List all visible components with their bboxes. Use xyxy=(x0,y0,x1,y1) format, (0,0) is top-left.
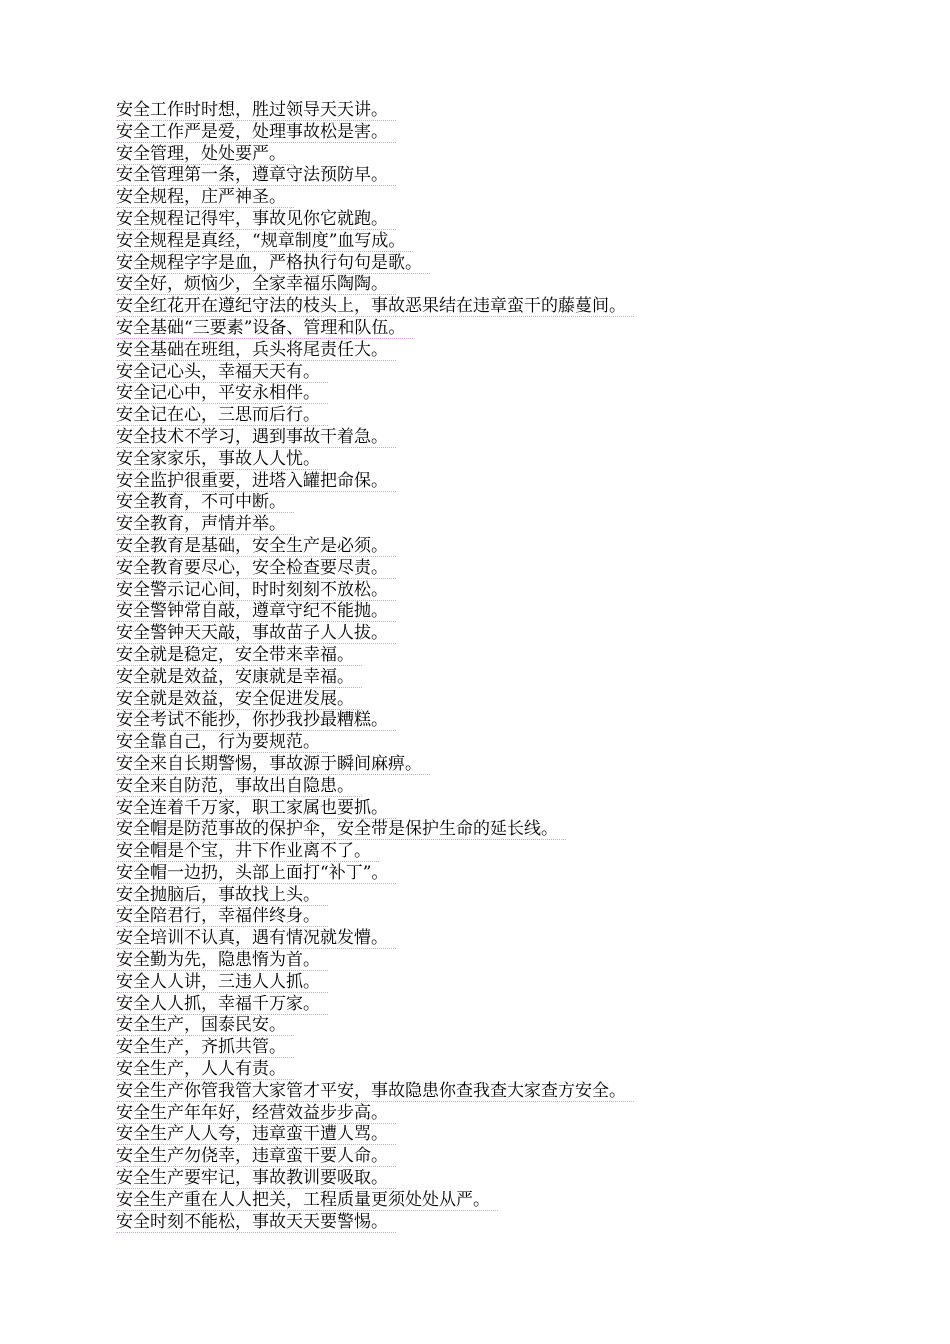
slogan-line xyxy=(116,253,634,275)
slogan-text: 安全管理第一条，遵章守法预防早。 xyxy=(116,166,396,186)
slogan-text: 安全基础“三要素”设备、管理和队伍。 xyxy=(116,319,413,339)
slogan-line xyxy=(116,318,634,340)
slogan-line xyxy=(116,667,634,689)
slogan-line xyxy=(116,165,634,187)
slogan-text: 安全好，烦恼少，全家幸福乐陶陶。 xyxy=(116,275,396,295)
slogan-line xyxy=(116,1081,634,1103)
slogan-line xyxy=(116,187,634,209)
slogan-text: 安全人人讲，三违人人抓。 xyxy=(116,973,328,993)
slogan-text: 安全技术不学习，遇到事故干着急。 xyxy=(116,428,396,448)
slogan-text: 安全管理，处处要严。 xyxy=(116,145,294,165)
slogan-text: 安全教育，不可中断。 xyxy=(116,493,294,513)
slogan-line xyxy=(116,122,634,144)
slogan-line xyxy=(116,492,634,514)
slogan-line xyxy=(116,1037,634,1059)
slogan-line xyxy=(116,231,634,253)
slogan-text: 安全教育要尽心，安全检查要尽责。 xyxy=(116,559,396,579)
slogan-text: 安全记心中，平安永相伴。 xyxy=(116,384,328,404)
slogan-text: 安全连着千万家，职工家属也要抓。 xyxy=(116,799,396,819)
slogan-text: 安全勤为先，隐患惰为首。 xyxy=(116,951,328,971)
slogan-line xyxy=(116,383,634,405)
slogan-line xyxy=(116,471,634,493)
slogan-text: 安全规程记得牢，事故见你它就跑。 xyxy=(116,210,396,230)
slogan-text: 安全工作严是爱，处理事故松是害。 xyxy=(116,123,396,143)
slogan-text: 安全就是稳定，安全带来幸福。 xyxy=(116,646,362,666)
slogan-line xyxy=(116,427,634,449)
slogan-line xyxy=(116,732,634,754)
slogan-text: 安全警钟天天敲，事故苗子人人拔。 xyxy=(116,624,396,644)
slogan-text: 安全记心头，幸福天天有。 xyxy=(116,363,328,383)
slogan-line xyxy=(116,100,634,122)
slogan-line xyxy=(116,558,634,580)
slogan-text: 安全教育是基础，安全生产是必须。 xyxy=(116,537,396,557)
slogan-text: 安全生产，人人有责。 xyxy=(116,1060,294,1080)
slogan-line xyxy=(116,972,634,994)
slogan-line xyxy=(116,449,634,471)
slogan-line xyxy=(116,362,634,384)
slogan-text: 安全帽一边扔，头部上面打“补丁”。 xyxy=(116,864,396,884)
slogan-line xyxy=(116,950,634,972)
slogan-line xyxy=(116,885,634,907)
slogan-text: 安全监护很重要，进塔入罐把命保。 xyxy=(116,472,396,492)
slogan-line xyxy=(116,1103,634,1125)
slogan-text: 安全培训不认真，遇有情况就发懵。 xyxy=(116,929,396,949)
slogan-text: 安全警钟常自敲，遵章守纪不能抛。 xyxy=(116,602,396,622)
slogan-list xyxy=(116,100,634,1233)
slogan-line xyxy=(116,1059,634,1081)
slogan-text: 安全考试不能抄，你抄我抄最糟糕。 xyxy=(116,711,396,731)
slogan-line xyxy=(116,144,634,166)
slogan-text: 安全规程字字是血，严格执行句句是歌。 xyxy=(116,254,430,274)
slogan-text: 安全生产人人夸，违章蛮干遭人骂。 xyxy=(116,1125,396,1145)
slogan-text: 安全时刻不能松，事故天天要警惕。 xyxy=(116,1213,396,1233)
slogan-text: 安全生产你管我管大家管才平安，事故隐患你查我查大家查方安全。 xyxy=(116,1082,634,1102)
slogan-text: 安全人人抓，幸福千万家。 xyxy=(116,995,328,1015)
slogan-line xyxy=(116,536,634,558)
slogan-text: 安全生产勿侥幸，违章蛮干要人命。 xyxy=(116,1147,396,1167)
slogan-line xyxy=(116,1146,634,1168)
slogan-line xyxy=(116,863,634,885)
slogan-line xyxy=(116,689,634,711)
slogan-text: 安全陪君行，幸福伴终身。 xyxy=(116,907,328,927)
slogan-line xyxy=(116,798,634,820)
slogan-text: 安全基础在班组，兵头将尾责任大。 xyxy=(116,341,396,361)
slogan-line xyxy=(116,340,634,362)
slogan-line xyxy=(116,645,634,667)
slogan-text: 安全生产，齐抓共管。 xyxy=(116,1038,294,1058)
slogan-text: 安全教育，声情并举。 xyxy=(116,515,294,535)
slogan-line xyxy=(116,906,634,928)
slogan-text: 安全生产重在人人把关，工程质量更须处处从严。 xyxy=(116,1191,498,1211)
slogan-line xyxy=(116,1015,634,1037)
slogan-text: 安全红花开在遵纪守法的枝头上，事故恶果结在违章蛮干的藤蔓间。 xyxy=(116,297,634,317)
slogan-text: 安全来自防范，事故出自隐患。 xyxy=(116,777,362,797)
slogan-text: 安全警示记心间，时时刻刻不放松。 xyxy=(116,581,396,601)
slogan-line xyxy=(116,580,634,602)
slogan-line xyxy=(116,623,634,645)
slogan-text: 安全生产，国泰民安。 xyxy=(116,1016,294,1036)
slogan-text: 安全工作时时想，胜过领导天天讲。 xyxy=(116,101,396,121)
slogan-text: 安全靠自己，行为要规范。 xyxy=(116,733,328,753)
slogan-line xyxy=(116,776,634,798)
slogan-text: 安全规程，庄严神圣。 xyxy=(116,188,294,208)
slogan-text: 安全帽是个宝，井下作业离不了。 xyxy=(116,842,379,862)
slogan-line xyxy=(116,514,634,536)
slogan-text: 安全规程是真经，“规章制度”血写成。 xyxy=(116,232,413,252)
slogan-line xyxy=(116,405,634,427)
slogan-line xyxy=(116,754,634,776)
slogan-text: 安全帽是防范事故的保护伞，安全带是保护生命的延长线。 xyxy=(116,820,566,840)
slogan-text: 安全就是效益，安康就是幸福。 xyxy=(116,668,362,688)
slogan-line xyxy=(116,994,634,1016)
slogan-line xyxy=(116,296,634,318)
slogan-line xyxy=(116,1168,634,1190)
slogan-line xyxy=(116,274,634,296)
slogan-line xyxy=(116,841,634,863)
slogan-line xyxy=(116,710,634,732)
slogan-text: 安全家家乐，事故人人忧。 xyxy=(116,450,328,470)
slogan-text: 安全抛脑后，事故找上头。 xyxy=(116,886,328,906)
slogan-line xyxy=(116,1212,634,1234)
slogan-line xyxy=(116,819,634,841)
slogan-line xyxy=(116,1124,634,1146)
slogan-text: 安全生产年年好，经营效益步步高。 xyxy=(116,1104,396,1124)
slogan-text: 安全来自长期警惕，事故源于瞬间麻痹。 xyxy=(116,755,430,775)
slogan-text: 安全记在心，三思而后行。 xyxy=(116,406,328,426)
slogan-line xyxy=(116,601,634,623)
slogan-line xyxy=(116,209,634,231)
slogan-line xyxy=(116,1190,634,1212)
slogan-line xyxy=(116,928,634,950)
slogan-text: 安全生产要牢记，事故教训要吸取。 xyxy=(116,1169,396,1189)
slogan-text: 安全就是效益，安全促进发展。 xyxy=(116,690,362,710)
